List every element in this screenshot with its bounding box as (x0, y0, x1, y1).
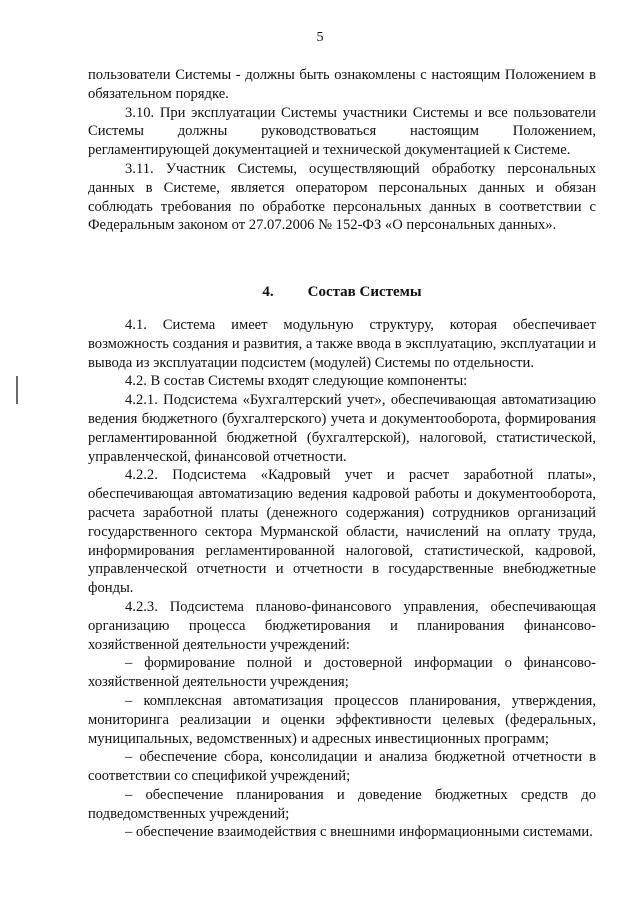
section-heading (88, 283, 596, 302)
scan-margin-mark (16, 376, 18, 404)
paragraph-4-1: 4.1. Система имеет модульную структуру, которая обеспечивает возможность создания и развития, а также ввода в эксплуатацию, эксплуатации и вывода из эксплуатации подсистем (модулей) Системы по отдельности. (88, 316, 596, 371)
section-title: Состав Системы (307, 284, 422, 301)
paragraph-continuation: пользователи Системы - должны быть ознакомлены с настоящим Положением в обязательном порядке. (88, 67, 596, 102)
paragraph-4-2-2: 4.2.2. Подсистема «Кадровый учет и расчет заработной платы», обеспечивающая автоматизацию ведения кадровой работы и документооборота, расчета заработной платы (денежного содержания) сотрудников организаций государственного сектора Мурманской области, начислений на оплату труда, информирования регламентированной налоговой, статистической, кадровой, управленческой отчетности и отчетности в государственные внебюджетные фонды. (88, 467, 596, 597)
list-item: – обеспечение планирования и доведение бюджетных средств до подведомственных учреждений; (88, 786, 596, 822)
document-body (88, 66, 596, 842)
paragraph-4-2-3: 4.2.3. Подсистема планово-финансового управления, обеспечивающая организацию процесса бюджетирования и планирования финансово-хозяйственной деятельности учреждений: (88, 598, 596, 653)
list-item: – обеспечение сбора, консолидации и анализа бюджетной отчетности в соответствии со спецификой учреждений; (88, 749, 596, 785)
list-item: – формирование полной и достоверной информации о финансово-хозяйственной деятельности учреждения; (88, 655, 596, 691)
section-number: 4. (262, 284, 274, 301)
paragraph-3-11: 3.11. Участник Системы, осуществляющий обработку персональных данных в Системе, является оператором персональных данных и обязан соблюдать требования по обработке персональных данных в соответствии с Федеральным законом от 27.07.2006 № 152-ФЗ «О персональных данных». (88, 160, 596, 234)
list-item: – обеспечение взаимодействия с внешними информационными системами. (125, 824, 593, 841)
paragraph-4-2: 4.2. В состав Системы входят следующие компоненты: (125, 373, 468, 390)
paragraph-3-10: 3.10. При эксплуатации Системы участники Системы и все пользователи Системы должны руководствоваться настоящим Положением, регламентирующей документацией и технической документацией к Системе. (88, 104, 596, 159)
paragraph-4-2-1: 4.2.1. Подсистема «Бухгалтерский учет», обеспечивающая автоматизацию ведения бюджетного (бухгалтерского) учета и документооборота, формирования регламентированной бюджетной (бухгалтерской), налоговой, статистической, управленческой, финансовой отчетности. (88, 392, 596, 465)
page-number: 5 (316, 30, 324, 45)
list-item: – комплексная автоматизация процессов планирования, утверждения, мониторинга реализации и оценки эффективности целевых (федеральных, муниципальных, ведомственных) и адресных инвестиционных программ; (88, 692, 596, 747)
